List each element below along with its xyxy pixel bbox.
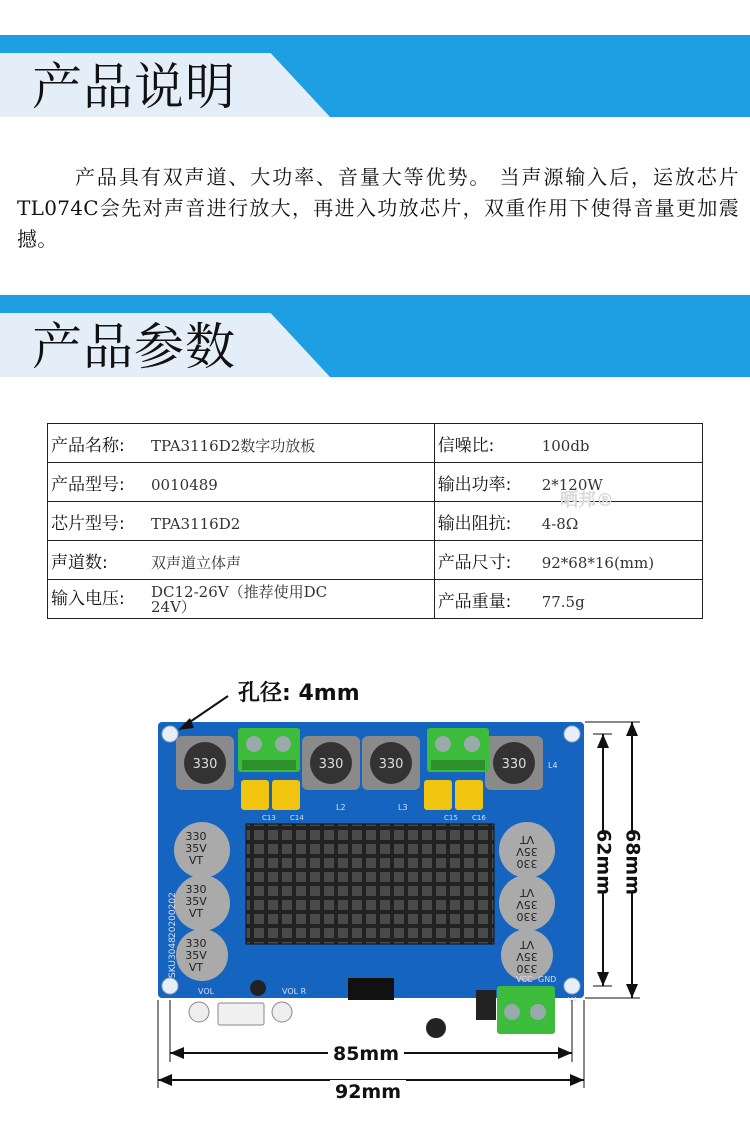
film-capacitor	[272, 780, 300, 810]
silkscreen-label: L4	[548, 761, 558, 770]
param-label: 产品尺寸:	[437, 552, 512, 573]
input-connector	[218, 1003, 264, 1025]
film-capacitor	[424, 780, 452, 810]
dimension-62mm	[592, 734, 615, 986]
silkscreen-label: C13	[262, 814, 276, 822]
param-value: TPA3116D2数字功放板	[151, 436, 316, 455]
param-cell	[48, 502, 435, 541]
svg-text:85mm: 85mm	[332, 1043, 400, 1065]
param-value: 92*68*16(mm)	[541, 553, 655, 572]
svg-text:68mm: 68mm	[621, 828, 644, 896]
param-label: 产品重量:	[437, 591, 512, 612]
electrolytic-capacitor	[499, 875, 555, 931]
mount-hole	[564, 978, 580, 994]
electrolytic-capacitor	[174, 822, 230, 878]
svg-text:VT: VT	[188, 961, 204, 974]
svg-text:35V: 35V	[516, 950, 538, 963]
electrolytic-capacitor	[174, 875, 230, 931]
param-value: DC12-26V（推荐使用DC 24V）	[151, 582, 328, 616]
param-value: 100db	[541, 436, 590, 455]
inductor	[485, 736, 543, 790]
electrolytic-capacitor	[501, 929, 553, 981]
svg-text:330: 330	[185, 883, 207, 896]
param-value: 77.5g	[541, 592, 585, 611]
param-cell	[48, 424, 435, 463]
silkscreen-label: C15	[444, 814, 458, 822]
svg-text:VT: VT	[519, 833, 535, 846]
speaker-terminal	[427, 728, 489, 772]
param-label: 芯片型号:	[51, 513, 125, 534]
inductor	[176, 736, 234, 790]
silkscreen-label: VOL	[198, 987, 215, 996]
param-cell	[434, 580, 702, 619]
inductor	[362, 736, 420, 790]
param-label: 输入电压:	[51, 588, 125, 609]
film-capacitor	[455, 780, 483, 810]
svg-text:VT: VT	[188, 907, 204, 920]
silkscreen-label: C16	[472, 814, 486, 822]
param-label: 输出阻抗:	[437, 513, 512, 534]
product-description: 产品具有双声道、大功率、音量大等优势。 当声源输入后，运放芯片TL074C会先对声音进行放大，再进入功放芯片，双重作用下使得音量更加震撼。	[17, 165, 739, 251]
svg-text:330: 330	[516, 910, 538, 923]
silkscreen-label: V4	[568, 996, 578, 1004]
param-value: 0010489	[151, 475, 218, 494]
speaker-terminal	[238, 728, 300, 772]
svg-text:330: 330	[378, 757, 404, 772]
section-title-intro: 产品说明	[32, 58, 236, 116]
silkscreen-code: SKU3048	[168, 937, 178, 978]
svg-text:35V: 35V	[185, 842, 207, 855]
silkscreen-label: GND	[538, 975, 557, 984]
param-cell	[434, 424, 702, 463]
section-banner-intro	[0, 35, 750, 117]
mount-hole	[564, 726, 580, 742]
svg-text:35V: 35V	[185, 949, 207, 962]
param-label: 信噪比:	[437, 435, 495, 456]
svg-text:35V: 35V	[516, 898, 538, 911]
silkscreen-label: L3	[398, 803, 408, 812]
param-cell	[48, 541, 435, 580]
mount-hole	[162, 726, 178, 742]
inductor	[302, 736, 360, 790]
svg-text:330: 330	[501, 757, 527, 772]
param-cell	[48, 463, 435, 502]
param-cell	[434, 541, 702, 580]
params-table	[47, 423, 703, 619]
param-label: 产品型号:	[51, 474, 125, 495]
small-capacitor	[426, 1018, 446, 1038]
silkscreen-label: VCC	[516, 975, 533, 984]
amplifier-board-diagram	[0, 660, 750, 1130]
svg-text:330: 330	[318, 757, 344, 772]
volume-potentiometer	[272, 1002, 292, 1022]
svg-text:35V: 35V	[185, 895, 207, 908]
svg-text:330: 330	[192, 757, 218, 772]
silkscreen-label: C14	[290, 814, 304, 822]
svg-text:92mm: 92mm	[334, 1081, 402, 1103]
power-terminal	[497, 986, 555, 1034]
param-label: 产品名称:	[51, 435, 125, 456]
silkscreen-label: VOL R	[282, 987, 307, 996]
silkscreen-label: L2	[336, 803, 346, 812]
section-banner-params	[0, 295, 750, 377]
svg-text:330: 330	[516, 962, 538, 975]
table-row	[48, 541, 703, 580]
svg-text:330: 330	[185, 937, 207, 950]
svg-text:62mm: 62mm	[592, 828, 615, 896]
param-value: 4-8Ω	[541, 514, 579, 533]
chip-ic	[348, 978, 394, 1000]
svg-text:330: 330	[516, 857, 538, 870]
small-capacitor	[250, 980, 266, 996]
volume-potentiometer	[189, 1002, 209, 1022]
param-cell	[48, 580, 435, 619]
svg-text:VT: VT	[188, 854, 204, 867]
diode	[476, 990, 496, 1020]
brand-watermark: 晒邦®	[560, 490, 614, 511]
svg-text:VT: VT	[519, 886, 535, 899]
silkscreen-serial: 20200202	[168, 892, 178, 938]
param-label: 声道数:	[51, 552, 108, 573]
heatsink	[246, 824, 494, 944]
electrolytic-capacitor	[499, 822, 555, 878]
param-label: 输出功率:	[437, 474, 512, 495]
table-row	[48, 580, 703, 619]
section-title-params: 产品参数	[32, 318, 236, 376]
param-value: TPA3116D2	[151, 514, 241, 533]
param-value: 2*120W	[541, 475, 603, 494]
film-capacitor	[241, 780, 269, 810]
electrolytic-capacitor	[176, 929, 228, 981]
svg-text:35V: 35V	[516, 845, 538, 858]
svg-text:330: 330	[185, 830, 207, 843]
svg-text:VT: VT	[519, 938, 535, 951]
mount-hole	[162, 978, 178, 994]
param-value: 双声道立体声	[151, 553, 242, 572]
hole-diameter-label: 孔径: 4mm	[238, 681, 360, 706]
table-row	[48, 424, 703, 463]
